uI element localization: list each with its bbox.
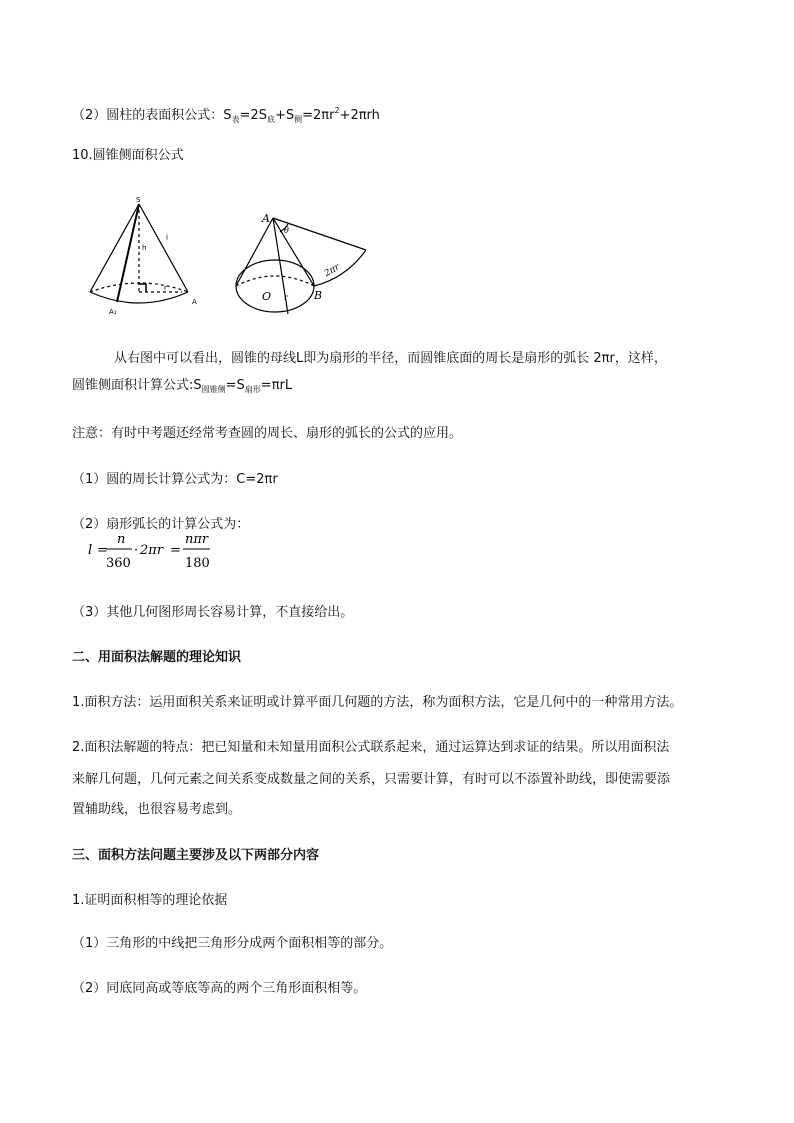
label-O: O [262,290,272,303]
subscript: 圆锥侧 [201,385,226,394]
label-theta: θ [284,226,289,235]
item-arc-length: （2）扇形弧长的计算公式为： [72,517,250,532]
label-B: B [314,289,323,302]
item-median: （1）三角形的中线把三角形分成两个面积相等的部分。 [72,936,393,951]
paragraph-features-1: 2.面积法解题的特点：把已知量和未知量用面积公式联系起来，通过运算达到求证的结果。所以用面积法 [72,740,670,755]
subheading-equal-area: 1.证明面积相等的理论依据 [72,893,228,908]
formula-d1: 360 [106,556,131,571]
formula-text: =S [225,378,245,393]
cone-sector-figure [228,206,378,321]
subscript: 侧 [294,115,303,124]
label-arc: 2πr [322,262,342,280]
section-heading-2: 二、用面积法解题的理论知识 [72,650,242,665]
subscript: 扇形 [244,385,261,394]
formula-text: 圆锥侧面积计算公式:S [72,378,202,393]
section-heading-3: 三、面积方法问题主要涉及以下两部分内容 [72,848,320,863]
item-other-shapes: （3）其他几何图形周长容易计算，不直接给出。 [72,605,354,620]
label-h: h [142,244,147,252]
label-A1: A₁ [109,308,117,316]
paragraph-features-3: 置辅助线，也很容易考虑到。 [72,802,242,817]
cylinder-surface-formula [72,101,380,130]
formula-2pir: 2πr [140,543,164,558]
label-A: A [192,298,197,306]
cone-figure [82,192,212,317]
formula-dot: · [134,543,139,558]
note-text: 注意：有时中考题还经常考查圆的周长、扇形的弧长的公式的应用。 [72,426,463,441]
formula-n2: nπr [185,532,209,547]
formula-eq2: = [170,543,181,558]
arc-length-formula [86,528,226,576]
label-A: A [262,212,270,225]
formula-text: =πrL [260,378,293,393]
label-r: r [164,284,167,292]
paragraph-area-method: 1.面积方法：运用面积关系来证明或计算平面几何题的方法，称为面积方法，它是几何中的一种常用方法。 [72,695,683,710]
subscript: 表 [231,115,240,124]
formula-d2: 180 [185,556,210,571]
cone-lateral-formula [72,376,292,400]
label-l: l [166,234,168,242]
formula-eq: = [97,543,108,558]
subscript: 底 [266,115,275,124]
formula-text: （2）圆柱的表面积公式：S [72,108,232,123]
label-r: r [284,293,288,302]
formula-text: +2πrh [339,108,380,123]
superscript: 2 [334,106,340,115]
heading-cone-area: 10.圆锥侧面积公式 [72,148,184,163]
paragraph-features-2: 来解几何题，几何元素之间关系变成数量之间的关系，只需要计算，有时可以不添置补助线，即使需要添 [72,772,671,787]
label-S: S [136,196,141,204]
formula-text: =2S [239,108,267,123]
paragraph-cone-explanation: 从右图中可以看出，圆锥的母线L即为扇形的半径，而圆锥底面的周长是扇形的弧长 2πr，这样， [114,351,667,366]
formula-n1: n [117,532,126,547]
item-circle-perimeter: （1）圆的周长计算公式为：C=2πr [72,472,278,487]
formula-l: l [88,543,93,558]
formula-text: =2πr [302,108,335,123]
formula-text: +S [274,108,295,123]
item-same-base-height: （2）同底同高或等底等高的两个三角形面积相等。 [72,981,367,996]
